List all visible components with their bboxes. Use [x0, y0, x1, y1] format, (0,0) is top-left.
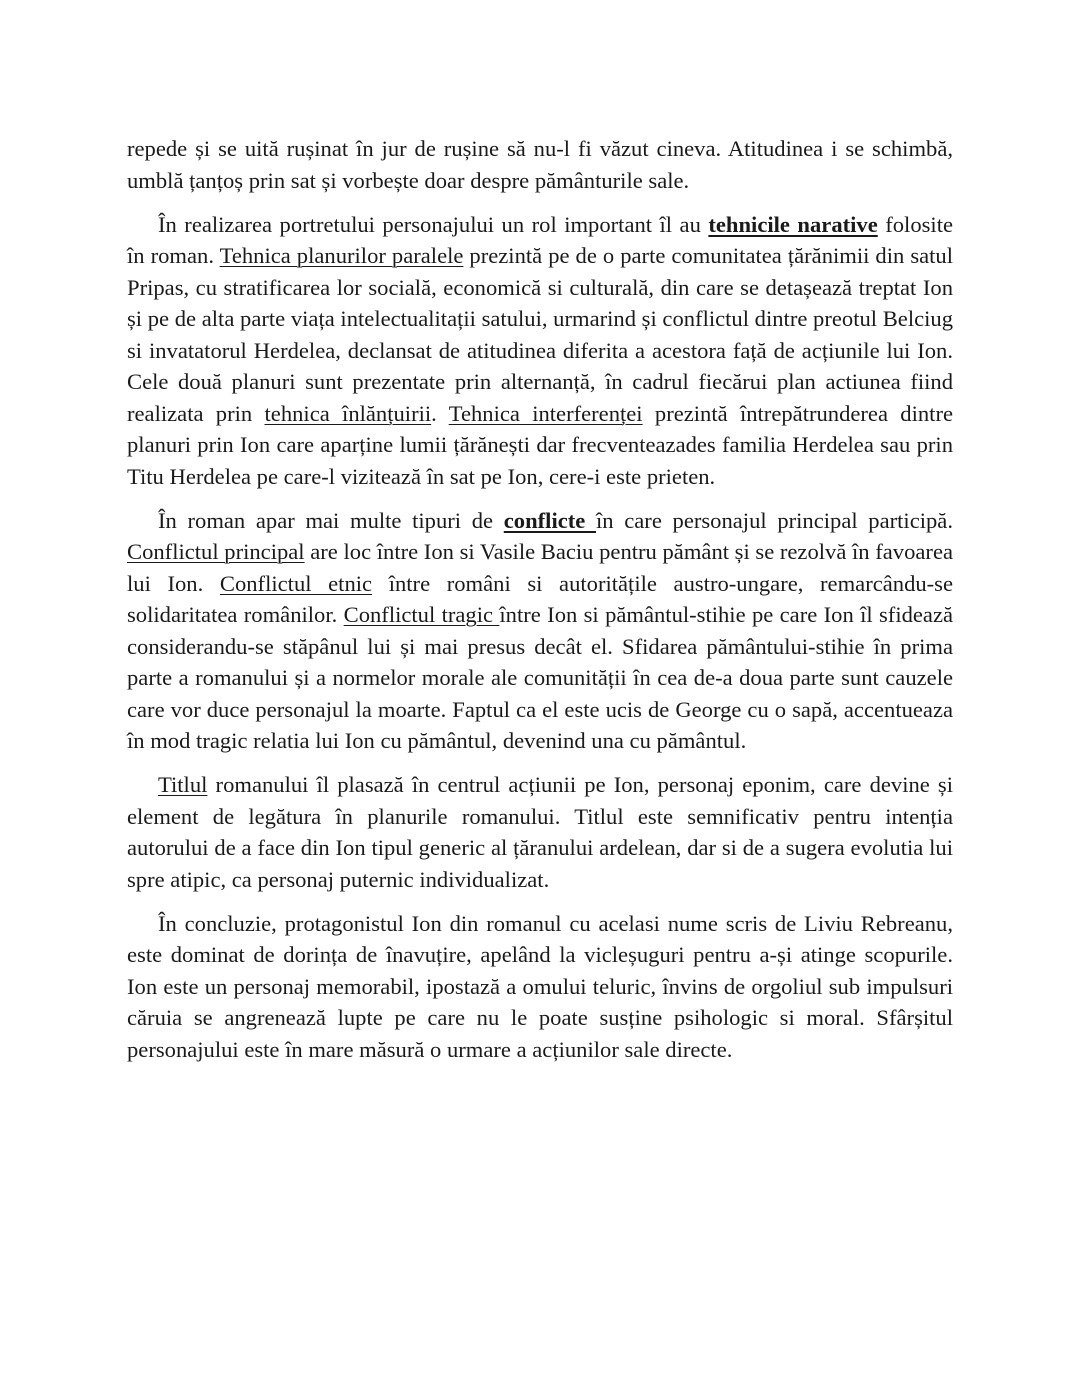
term-interference-technique: Tehnica interferenței [448, 400, 643, 426]
text-segment: repede și se uită rușinat în jur de rușine să nu-l fi văzut cineva. Atitudinea i se schimbă, umblă țanțoș prin sat și vorbește doar despre pământurile sale. [127, 136, 953, 193]
paragraph-title [127, 769, 953, 895]
text-segment: între români si autoritățile austro-ungare, remarcându-se solidaritatea românilor. [127, 570, 954, 627]
paragraph-narrative-techniques [127, 209, 953, 493]
text-segment: romanului îl plasază în centrul acțiunii pe Ion, personaj eponim, care devine și element de legătura în planurile romanului. Titlul este semnificativ pentru intenția autorului de a face din Ion tipul generic al țăranului ardelean, dar si de a sugera evolutia lui spre atipic, ca personaj puternic individualizat. [127, 772, 953, 892]
text-segment: între Ion si pământul-stihie pe care Ion îl sfidează considerandu-se stăpânul lui și mai presus decât el. Sfidarea pământului-stihie în prima parte a romanului și a normelor morale ale comunității în cea de-a doua parte sunt cauzele care vor duce personajul la moarte. Faptul ca el este ucis de George cu o sapă, accentueaza în mod tragic relatia lui Ion cu pământul, devenind una cu pământul. [127, 602, 954, 753]
term-tragic-conflict: Conflictul tragic [343, 602, 500, 627]
text-segment: folosite în roman. [127, 211, 953, 268]
keyword-conflicts: conflicte [503, 507, 596, 533]
text-segment: în care personajul principal participă. [596, 507, 953, 533]
text-segment: . [431, 400, 449, 426]
term-title: Titlul [158, 772, 208, 797]
term-chaining-technique: tehnica înlănțuirii [264, 400, 432, 426]
text-segment: În realizarea portretului personajului un rol important îl au [158, 211, 709, 237]
term-parallel-plans: Tehnica planurilor paralele [219, 243, 464, 268]
paragraph-continuation [127, 133, 953, 196]
text-segment: În roman apar mai multe tipuri de [158, 507, 504, 533]
term-main-conflict: Conflictul principal [127, 539, 305, 564]
text-segment: prezintă întrepătrunderea dintre planuri prin Ion care aparține lumii țărănești dar frecventeazades familia Herdelea sau prin Titu Herdelea pe care-l vizitează în sat pe Ion, cere-i este prieten. [127, 400, 953, 489]
paragraph-conclusion [127, 908, 953, 1066]
text-segment: În concluzie, protagonistul Ion din romanul cu acelasi nume scris de Liviu Rebreanu, este dominat de dorința de înavuțire, apelând la vicleșuguri pentru a-și atinge scopurile. Ion este un personaj memorabil, ipostază a omului teluric, învins de orgoliul sub impulsuri căruia se angrenează lupte pe care nu le poate susține psihologic si moral. Sfârșitul personajului este în mare măsură o urmare a acțiunilor sale directe. [127, 910, 953, 1062]
text-segment: prezintă pe de o parte comunitatea țărănimii din satul Pripas, cu stratificarea lor socială, economică si culturală, din care se detașează treptat Ion și pe de alta parte viața intelectualitații satului, urmarind și conflictul dintre preotul Belciug si invatatorul Herdelea, declansat de atitudinea diferita a acestora față de acțiunile lui Ion. Cele două planuri sunt prezentate prin alternanță, în cadrul fiecărui plan actiunea fiind realizata prin [127, 243, 953, 426]
term-ethnic-conflict: Conflictul etnic [219, 570, 373, 596]
keyword-narrative-techniques: tehnicile narative [708, 211, 878, 237]
text-segment: are loc între Ion si Vasile Baciu pentru pământ și se rezolvă în favoarea lui Ion. [127, 539, 954, 596]
paragraph-conflicts [127, 505, 953, 757]
document-page [127, 133, 953, 1078]
